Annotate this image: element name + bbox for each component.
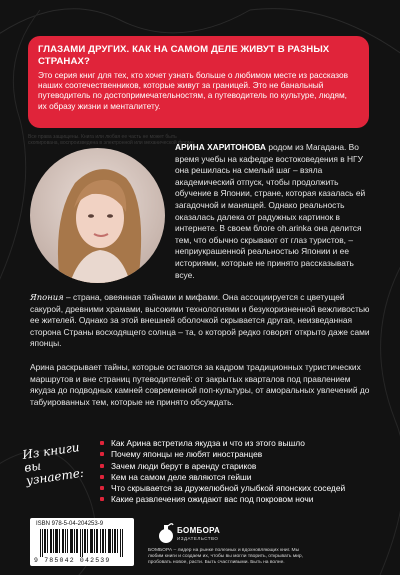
copyright-note: Все права защищены. Книга или любая ее часть не может быть скопирована, воспроизведена в электронной или механической форме. [28, 134, 196, 146]
list-item: Почему японцы не любят иностранцев [100, 449, 375, 460]
barcode-bars [40, 529, 124, 557]
isbn-text: ISBN 978-5-04-204253-9 [36, 521, 104, 527]
publisher-subtitle: ИЗДАТЕЛЬСТВО [177, 536, 219, 541]
author-bio [175, 142, 375, 281]
barcode-number: 9 785042 042539 [34, 557, 111, 564]
series-description: Это серия книг для тех, кто хочет узнать больше о любимом месте из рассказов наших соотечественников, которые живут за границей. Это не банальный путеводитель по достопримечательностям, а путеводитель по культуре, людям, их образу жизни и менталитету. [38, 70, 349, 111]
author-bio-text: родом из Магадана. Во время учебы на кафедре востоковедения в НГУ она решилась на смелый шаг – взяла академический отпуск, чтобы продолжить обучение в Японии, стране, которая казалась ей загадочной и манящей. Однако реальность оказалась далека от радужных картинок в интернете. В своем блоге oh.arinka она делится тем, что обычно скрывают от глаз туристов, – неприукрашенной реальностью Японии и ее историями, которые не принято рассказывать всуе. [175, 142, 366, 280]
learn-list [100, 438, 375, 506]
bombora-logo-icon [157, 521, 175, 545]
book-summary: Арина раскрывает тайны, которые остаются за кадром традиционных туристических маршрутов и вне страниц путеводителей: от закрытых кварталов под правлением якудза до подводных камней современной поп-культуры, от аморальных увлечений до табуированных тем, которые не принято обсуждать. [30, 362, 370, 407]
japan-lead: Япония [30, 292, 64, 302]
publisher-note: БОМБОРА – лидер на рынке полезных и вдохновляющих книг. Мы любим книги и создаем их, чтобы вы могли творить, открывать мир, пробовать новое, расти. Быть счастливыми. Быть на волне. [148, 548, 303, 565]
author-photo [30, 148, 165, 283]
barcode [30, 518, 134, 566]
author-name: АРИНА ХАРИТОНОВА [175, 142, 266, 152]
series-title: ГЛАЗАМИ ДРУГИХ. КАК НА САМОМ ДЕЛЕ ЖИВУТ В РАЗНЫХ СТРАНАХ? [38, 44, 330, 67]
japan-description [30, 292, 372, 350]
list-item: Как Арина встретила якудза и что из этого вышло [100, 438, 375, 449]
japan-text: – страна, овеянная тайнами и мифами. Она ассоциируется с цветущей сакурой, древними храмами, высокими технологиями и безукоризненной вежливостью ее жителей. Однако за этой внешней оболочкой скрывается другая, неизведанная сторона Страны восходящего солнца – та, о которой редко говорят открыто даже сами японцы. [30, 292, 370, 349]
learn-label: Из книги вы узнаете: [21, 440, 85, 488]
series-banner [28, 36, 369, 128]
list-item: Кем на самом деле являются гейши [100, 472, 375, 483]
list-item: Какие развлечения ожидают вас под покровом ночи [100, 494, 375, 505]
list-item: Зачем люди берут в аренду стариков [100, 461, 375, 472]
publisher-name: БОМБОРА [177, 526, 221, 535]
list-item: Что скрывается за дружелюбной улыбкой японских соседей [100, 483, 375, 494]
